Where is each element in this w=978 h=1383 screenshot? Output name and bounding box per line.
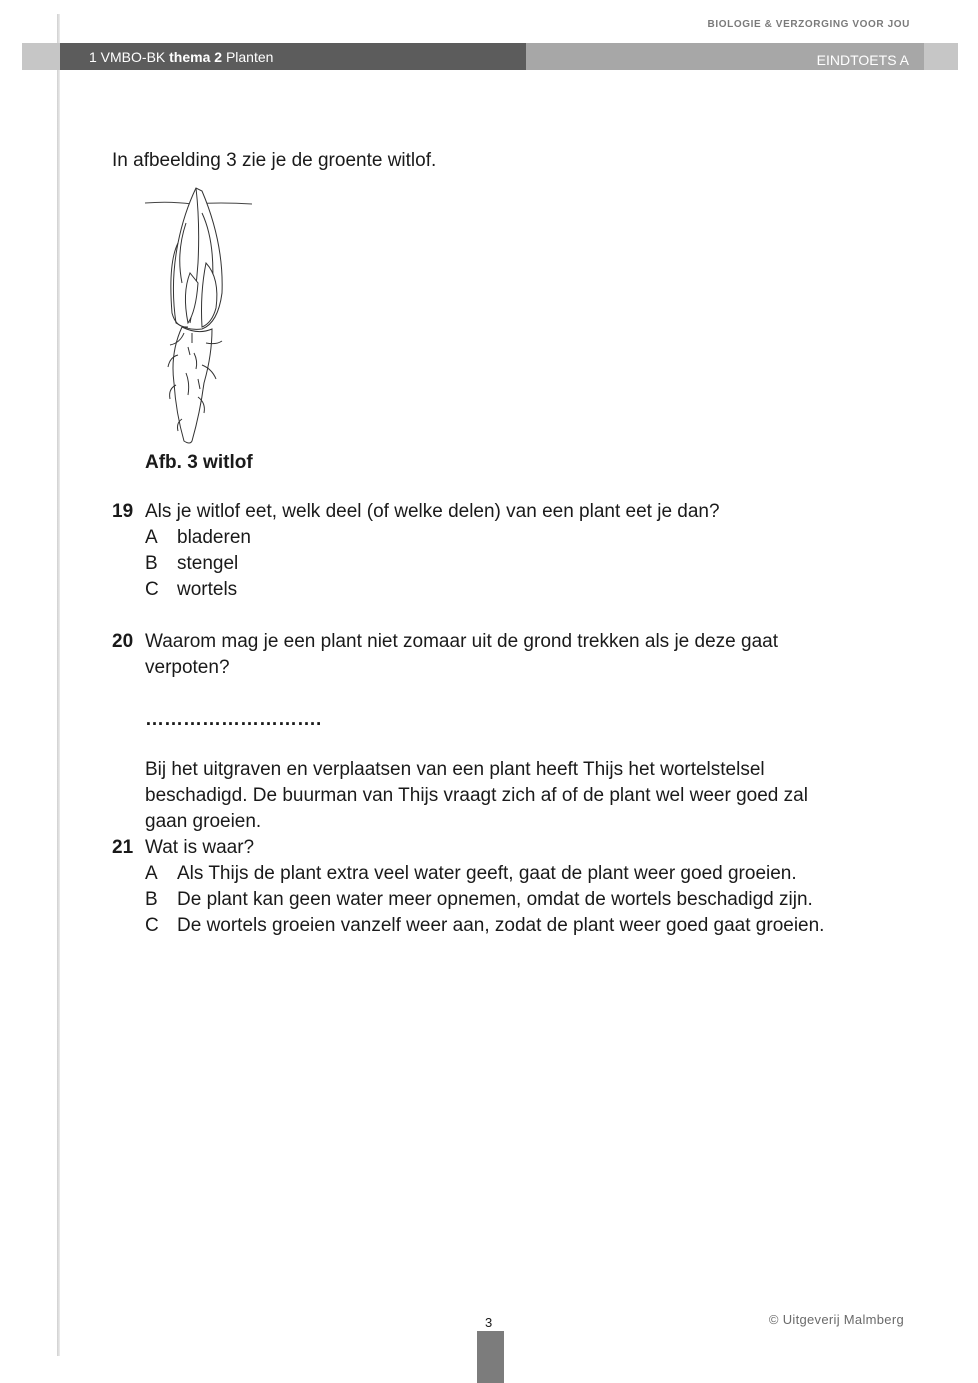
- option-letter: A: [145, 527, 158, 548]
- option-letter: C: [145, 915, 159, 936]
- option-letter: B: [145, 889, 158, 910]
- course-title: [60, 43, 526, 70]
- question-number-20: 20: [112, 631, 134, 652]
- question-21-text: Wat is waar?: [145, 837, 255, 858]
- figure-caption: Afb. 3 witlof: [145, 452, 253, 473]
- context-line-2: beschadigd. De buurman van Thijs vraagt zich af of de plant wel weer goed zal: [145, 785, 808, 806]
- context-line-1: Bij het uitgraven en verplaatsen van een plant heeft Thijs het wortelstelsel: [145, 759, 765, 780]
- option-text: Als Thijs de plant extra veel water geeft, gaat de plant weer goed groeien.: [177, 863, 797, 884]
- option-text: bladeren: [177, 527, 251, 548]
- brand-title: BIOLOGIE & VERZORGING VOOR JOU: [707, 19, 910, 30]
- option-letter: C: [145, 579, 159, 600]
- course-theme: thema 2: [169, 49, 223, 65]
- copyright: © Uitgeverij Malmberg: [768, 1312, 904, 1327]
- option-letter: A: [145, 863, 158, 884]
- context-line-3: gaan groeien.: [145, 811, 262, 832]
- question-19-text: Als je witlof eet, welk deel (of welke delen) van een plant eet je dan?: [145, 501, 720, 522]
- course-suffix: Planten: [222, 49, 274, 65]
- page-number: 3: [485, 1315, 493, 1330]
- option-letter: B: [145, 553, 158, 574]
- option-text: stengel: [177, 553, 239, 574]
- page-tab: [477, 1331, 504, 1383]
- answer-line: ……………………….: [145, 709, 322, 730]
- question-number-21: 21: [112, 837, 134, 858]
- question-20-text-line-1: Waarom mag je een plant niet zomaar uit de grond trekken als je deze gaat: [145, 631, 778, 652]
- option-text: De wortels groeien vanzelf weer aan, zodat de plant weer goed gaat groeien.: [177, 915, 825, 936]
- question-20-text-line-2: verpoten?: [145, 657, 230, 678]
- page-edge: [57, 14, 60, 1356]
- test-name: EINDTOETS A: [816, 52, 909, 68]
- option-text: wortels: [177, 579, 238, 600]
- course-prefix: 1 VMBO-BK: [89, 49, 170, 65]
- intro-text: In afbeelding 3 zie je de groente witlof.: [112, 150, 437, 171]
- option-text: De plant kan geen water meer opnemen, omdat de wortels beschadigd zijn.: [177, 889, 813, 910]
- witlof-illustration: [140, 183, 260, 451]
- question-number-19: 19: [112, 501, 134, 522]
